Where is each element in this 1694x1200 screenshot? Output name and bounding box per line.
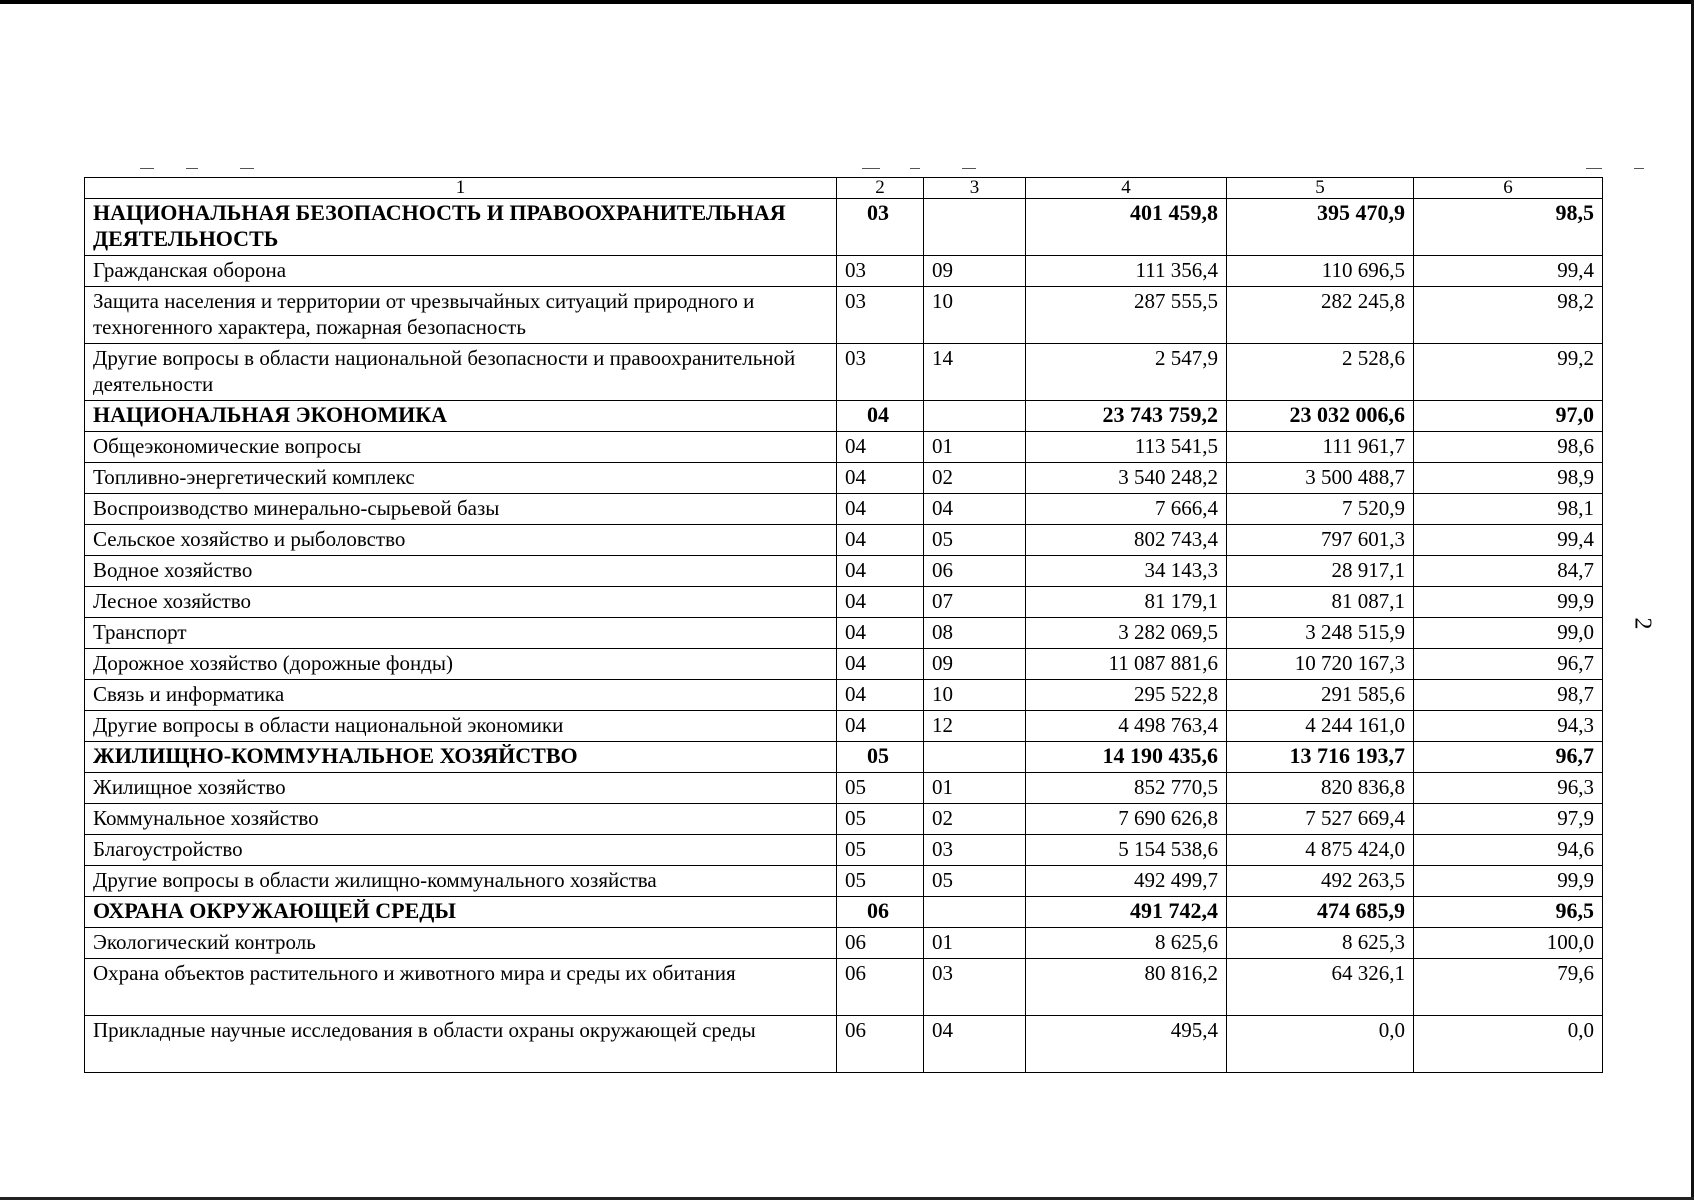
- row-name: Коммунальное хозяйство: [85, 804, 837, 835]
- row-actual: 10 720 167,3: [1227, 649, 1414, 680]
- row-subsection: 04: [924, 1016, 1026, 1073]
- row-name: Благоустройство: [85, 835, 837, 866]
- table-row: [85, 556, 1603, 587]
- scan-mark: [186, 168, 198, 169]
- table-row: [85, 835, 1603, 866]
- row-section: 05: [837, 773, 924, 804]
- row-section: 06: [837, 928, 924, 959]
- row-actual: 797 601,3: [1227, 525, 1414, 556]
- row-section: 05: [837, 835, 924, 866]
- table-row: [85, 649, 1603, 680]
- row-actual: 110 696,5: [1227, 256, 1414, 287]
- row-section: 04: [837, 649, 924, 680]
- row-actual: 395 470,9: [1227, 199, 1414, 256]
- row-name: Другие вопросы в области жилищно-коммунального хозяйства: [85, 866, 837, 897]
- row-actual: 7 520,9: [1227, 494, 1414, 525]
- row-percent: 96,5: [1414, 897, 1603, 928]
- col-header-plan: 4: [1026, 178, 1227, 199]
- row-name: Охрана объектов растительного и животного мира и среды их обитания: [85, 959, 837, 1016]
- row-section: 03: [837, 256, 924, 287]
- row-subsection: 07: [924, 587, 1026, 618]
- row-plan: 23 743 759,2: [1026, 401, 1227, 432]
- budget-table: [84, 177, 1603, 1073]
- row-percent: 98,2: [1414, 287, 1603, 344]
- row-name: Водное хозяйство: [85, 556, 837, 587]
- row-section: 05: [837, 742, 924, 773]
- scan-mark: [910, 168, 920, 169]
- row-section: 06: [837, 897, 924, 928]
- row-section: 04: [837, 556, 924, 587]
- table-row: [85, 587, 1603, 618]
- row-name: НАЦИОНАЛЬНАЯ БЕЗОПАСНОСТЬ И ПРАВООХРАНИТЕЛЬНАЯ ДЕЯТЕЛЬНОСТЬ: [85, 199, 837, 256]
- table-row: [85, 959, 1603, 1016]
- row-percent: 79,6: [1414, 959, 1603, 1016]
- row-actual: 8 625,3: [1227, 928, 1414, 959]
- row-name: Общеэкономические вопросы: [85, 432, 837, 463]
- row-name: Жилищное хозяйство: [85, 773, 837, 804]
- row-actual: 3 248 515,9: [1227, 618, 1414, 649]
- row-percent: 99,4: [1414, 256, 1603, 287]
- row-subsection: [924, 401, 1026, 432]
- row-section: 04: [837, 525, 924, 556]
- row-actual: 474 685,9: [1227, 897, 1414, 928]
- row-actual: 7 527 669,4: [1227, 804, 1414, 835]
- scan-mark: [1586, 168, 1602, 169]
- col-header-section: 2: [837, 178, 924, 199]
- table-row: [85, 866, 1603, 897]
- row-plan: 11 087 881,6: [1026, 649, 1227, 680]
- row-plan: 81 179,1: [1026, 587, 1227, 618]
- table-row: [85, 344, 1603, 401]
- table-row: [85, 804, 1603, 835]
- row-subsection: [924, 742, 1026, 773]
- row-plan: 852 770,5: [1026, 773, 1227, 804]
- row-percent: 98,6: [1414, 432, 1603, 463]
- row-percent: 97,0: [1414, 401, 1603, 432]
- row-plan: 14 190 435,6: [1026, 742, 1227, 773]
- row-plan: 492 499,7: [1026, 866, 1227, 897]
- col-header-percent: 6: [1414, 178, 1603, 199]
- row-plan: 401 459,8: [1026, 199, 1227, 256]
- row-name: Другие вопросы в области национальной экономики: [85, 711, 837, 742]
- row-percent: 99,9: [1414, 866, 1603, 897]
- row-subsection: 02: [924, 463, 1026, 494]
- row-plan: 7 666,4: [1026, 494, 1227, 525]
- row-plan: 80 816,2: [1026, 959, 1227, 1016]
- row-subsection: 05: [924, 866, 1026, 897]
- row-percent: 84,7: [1414, 556, 1603, 587]
- row-percent: 94,3: [1414, 711, 1603, 742]
- row-subsection: 14: [924, 344, 1026, 401]
- row-actual: 0,0: [1227, 1016, 1414, 1073]
- row-name: Гражданская оборона: [85, 256, 837, 287]
- row-percent: 94,6: [1414, 835, 1603, 866]
- row-subsection: 12: [924, 711, 1026, 742]
- row-section: 03: [837, 287, 924, 344]
- row-subsection: 01: [924, 773, 1026, 804]
- table-row: [85, 256, 1603, 287]
- row-subsection: [924, 897, 1026, 928]
- row-name: Транспорт: [85, 618, 837, 649]
- scan-border-top: [0, 0, 1694, 4]
- scan-mark: [962, 168, 976, 169]
- row-name: Связь и информатика: [85, 680, 837, 711]
- row-subsection: 04: [924, 494, 1026, 525]
- row-plan: 491 742,4: [1026, 897, 1227, 928]
- row-name: Прикладные научные исследования в области охраны окружающей среды: [85, 1016, 837, 1073]
- row-subsection: 03: [924, 959, 1026, 1016]
- col-header-subsection: 3: [924, 178, 1026, 199]
- row-plan: 802 743,4: [1026, 525, 1227, 556]
- row-percent: 100,0: [1414, 928, 1603, 959]
- row-section: 03: [837, 344, 924, 401]
- row-plan: 113 541,5: [1026, 432, 1227, 463]
- row-name: ЖИЛИЩНО-КОММУНАЛЬНОЕ ХОЗЯЙСТВО: [85, 742, 837, 773]
- table-header-row: [85, 178, 1603, 199]
- table-row: [85, 463, 1603, 494]
- row-name: НАЦИОНАЛЬНАЯ ЭКОНОМИКА: [85, 401, 837, 432]
- scan-mark: [240, 168, 254, 169]
- row-plan: 2 547,9: [1026, 344, 1227, 401]
- row-name: Лесное хозяйство: [85, 587, 837, 618]
- row-section: 04: [837, 618, 924, 649]
- row-section: 05: [837, 866, 924, 897]
- row-subsection: 09: [924, 649, 1026, 680]
- scan-mark: [140, 168, 154, 169]
- table-row: [85, 432, 1603, 463]
- row-percent: 96,7: [1414, 649, 1603, 680]
- table-row: [85, 897, 1603, 928]
- row-actual: 111 961,7: [1227, 432, 1414, 463]
- row-subsection: 02: [924, 804, 1026, 835]
- row-percent: 99,0: [1414, 618, 1603, 649]
- row-plan: 495,4: [1026, 1016, 1227, 1073]
- table-row: [85, 618, 1603, 649]
- row-percent: 98,9: [1414, 463, 1603, 494]
- row-subsection: [924, 199, 1026, 256]
- scan-mark: [862, 168, 880, 169]
- row-actual: 81 087,1: [1227, 587, 1414, 618]
- row-plan: 111 356,4: [1026, 256, 1227, 287]
- table-row: [85, 773, 1603, 804]
- row-section: 04: [837, 711, 924, 742]
- row-percent: 98,1: [1414, 494, 1603, 525]
- row-actual: 492 263,5: [1227, 866, 1414, 897]
- row-percent: 99,9: [1414, 587, 1603, 618]
- row-subsection: 10: [924, 287, 1026, 344]
- table-row: [85, 711, 1603, 742]
- row-name: Топливно-энергетический комплекс: [85, 463, 837, 494]
- row-actual: 291 585,6: [1227, 680, 1414, 711]
- row-plan: 34 143,3: [1026, 556, 1227, 587]
- row-section: 06: [837, 959, 924, 1016]
- row-actual: 4 244 161,0: [1227, 711, 1414, 742]
- row-name: Экологический контроль: [85, 928, 837, 959]
- row-name: Воспроизводство минерально-сырьевой базы: [85, 494, 837, 525]
- row-percent: 98,5: [1414, 199, 1603, 256]
- row-plan: 4 498 763,4: [1026, 711, 1227, 742]
- row-percent: 99,4: [1414, 525, 1603, 556]
- row-actual: 28 917,1: [1227, 556, 1414, 587]
- row-subsection: 08: [924, 618, 1026, 649]
- row-name: Дорожное хозяйство (дорожные фонды): [85, 649, 837, 680]
- row-subsection: 05: [924, 525, 1026, 556]
- row-section: 06: [837, 1016, 924, 1073]
- table-row: [85, 494, 1603, 525]
- row-actual: 4 875 424,0: [1227, 835, 1414, 866]
- table-row: [85, 680, 1603, 711]
- row-section: 04: [837, 463, 924, 494]
- row-actual: 2 528,6: [1227, 344, 1414, 401]
- row-actual: 64 326,1: [1227, 959, 1414, 1016]
- row-plan: 5 154 538,6: [1026, 835, 1227, 866]
- row-name: Защита населения и территории от чрезвычайных ситуаций природного и техногенного характера, пожарная безопасность: [85, 287, 837, 344]
- row-actual: 23 032 006,6: [1227, 401, 1414, 432]
- row-section: 05: [837, 804, 924, 835]
- row-plan: 7 690 626,8: [1026, 804, 1227, 835]
- col-header-actual: 5: [1227, 178, 1414, 199]
- row-percent: 0,0: [1414, 1016, 1603, 1073]
- table-row: [85, 928, 1603, 959]
- row-name: Другие вопросы в области национальной безопасности и правоохранительной деятельности: [85, 344, 837, 401]
- row-plan: 3 540 248,2: [1026, 463, 1227, 494]
- row-subsection: 01: [924, 432, 1026, 463]
- row-percent: 97,9: [1414, 804, 1603, 835]
- row-name: ОХРАНА ОКРУЖАЮЩЕЙ СРЕДЫ: [85, 897, 837, 928]
- row-percent: 98,7: [1414, 680, 1603, 711]
- row-section: 04: [837, 587, 924, 618]
- table-row: [85, 199, 1603, 256]
- row-section: 04: [837, 432, 924, 463]
- row-percent: 96,7: [1414, 742, 1603, 773]
- row-section: 03: [837, 199, 924, 256]
- row-plan: 287 555,5: [1026, 287, 1227, 344]
- row-subsection: 01: [924, 928, 1026, 959]
- row-section: 04: [837, 680, 924, 711]
- row-percent: 99,2: [1414, 344, 1603, 401]
- table-row: [85, 287, 1603, 344]
- row-subsection: 03: [924, 835, 1026, 866]
- row-percent: 96,3: [1414, 773, 1603, 804]
- page-number: 2: [1629, 617, 1656, 630]
- row-plan: 295 522,8: [1026, 680, 1227, 711]
- table-row: [85, 1016, 1603, 1073]
- row-actual: 820 836,8: [1227, 773, 1414, 804]
- row-subsection: 06: [924, 556, 1026, 587]
- row-actual: 3 500 488,7: [1227, 463, 1414, 494]
- row-subsection: 10: [924, 680, 1026, 711]
- row-actual: 282 245,8: [1227, 287, 1414, 344]
- row-name: Сельское хозяйство и рыболовство: [85, 525, 837, 556]
- table-row: [85, 401, 1603, 432]
- row-plan: 8 625,6: [1026, 928, 1227, 959]
- table-row: [85, 742, 1603, 773]
- col-header-name: 1: [85, 178, 837, 199]
- row-subsection: 09: [924, 256, 1026, 287]
- row-plan: 3 282 069,5: [1026, 618, 1227, 649]
- scan-mark: [1634, 168, 1644, 169]
- row-actual: 13 716 193,7: [1227, 742, 1414, 773]
- row-section: 04: [837, 401, 924, 432]
- row-section: 04: [837, 494, 924, 525]
- table-row: [85, 525, 1603, 556]
